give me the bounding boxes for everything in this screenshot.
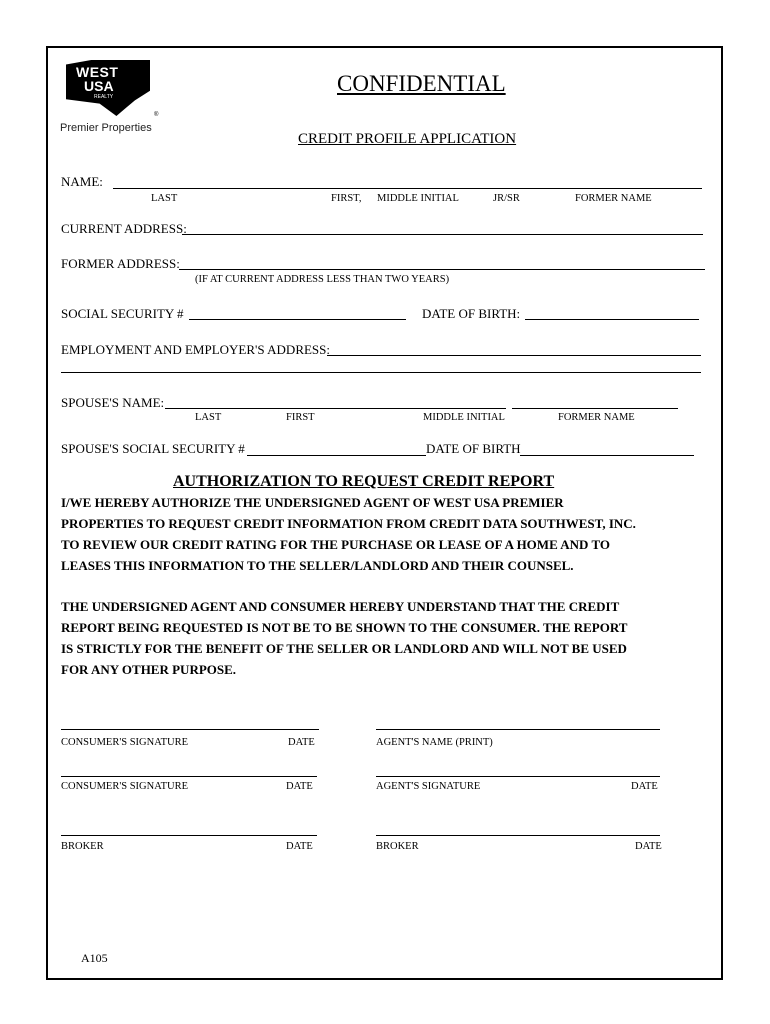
para1-line: TO REVIEW OUR CREDIT RATING FOR THE PURCHASE OR LEASE OF A HOME AND TO	[61, 537, 610, 552]
west-usa-logo	[60, 60, 162, 138]
name-former-caption: FORMER NAME	[575, 193, 652, 204]
authorization-title: AUTHORIZATION TO REQUEST CREDIT REPORT	[173, 473, 555, 490]
spouse-ssn-field[interactable]	[247, 455, 426, 456]
ssn-label: SOCIAL SECURITY #	[61, 306, 184, 321]
para2-line: REPORT BEING REQUESTED IS NOT BE TO BE SHOWN TO THE CONSUMER. THE REPORT	[61, 620, 628, 635]
logo-text-premier: Premier Properties	[60, 122, 152, 134]
consumer-signature-caption-1: CONSUMER'S SIGNATURE	[61, 737, 189, 748]
employment-field-line1[interactable]	[327, 355, 701, 356]
ssn-field[interactable]	[189, 319, 406, 320]
spouse-first-caption: FIRST	[286, 412, 315, 423]
broker-signature-line-2[interactable]	[376, 835, 660, 836]
spouse-former-name-field[interactable]	[512, 408, 678, 409]
para2-line: IS STRICTLY FOR THE BENEFIT OF THE SELLER OR LANDLORD AND WILL NOT BE USED	[61, 641, 627, 656]
para1-line: I/WE HEREBY AUTHORIZE THE UNDERSIGNED AGENT OF WEST USA PREMIER	[61, 495, 564, 510]
spouse-middle-caption: MIDDLE INITIAL	[423, 412, 505, 423]
dob-field[interactable]	[525, 319, 699, 320]
employment-label: EMPLOYMENT AND EMPLOYER'S ADDRESS:	[61, 342, 331, 357]
date-caption-5: DATE	[635, 841, 662, 852]
name-field[interactable]	[113, 188, 702, 189]
authorization-paragraph-2	[61, 599, 627, 683]
dob-label: DATE OF BIRTH:	[422, 306, 521, 321]
agent-signature-caption: AGENT'S SIGNATURE	[376, 781, 481, 792]
para1-line: LEASES THIS INFORMATION TO THE SELLER/LANDLORD AND THEIR COUNSEL.	[61, 558, 574, 573]
agent-name-print-caption: AGENT'S NAME (PRINT)	[376, 737, 493, 748]
spouse-ssn-label: SPOUSE'S SOCIAL SECURITY #	[61, 441, 245, 456]
consumer-signature-caption-2: CONSUMER'S SIGNATURE	[61, 781, 189, 792]
consumer-signature-line-1[interactable]	[61, 729, 319, 730]
former-address-label: FORMER ADDRESS:	[61, 256, 180, 271]
para2-line: FOR ANY OTHER PURPOSE.	[61, 662, 237, 677]
page-title: CONFIDENTIAL	[337, 71, 506, 96]
current-address-label: CURRENT ADDRESS:	[61, 221, 187, 236]
broker-caption-2: BROKER	[376, 841, 419, 852]
logo-text-west: WEST	[76, 64, 119, 80]
logo-text-realty: REALTY	[94, 94, 114, 100]
date-caption-2: DATE	[286, 781, 313, 792]
current-address-field[interactable]	[182, 234, 703, 235]
former-address-note: (IF AT CURRENT ADDRESS LESS THAN TWO YEARS)	[195, 274, 450, 285]
broker-signature-line-1[interactable]	[61, 835, 317, 836]
name-jrsr-caption: JR/SR	[493, 193, 520, 204]
consumer-signature-line-2[interactable]	[61, 776, 317, 777]
agent-name-print-line[interactable]	[376, 729, 660, 730]
broker-caption-1: BROKER	[61, 841, 104, 852]
name-middle-caption: MIDDLE INITIAL	[377, 193, 459, 204]
former-address-field[interactable]	[179, 269, 705, 270]
name-first-caption: FIRST,	[331, 193, 362, 204]
spouse-name-field[interactable]	[165, 408, 506, 409]
para1-line: PROPERTIES TO REQUEST CREDIT INFORMATION FROM CREDIT DATA SOUTHWEST, INC.	[61, 516, 636, 531]
logo-text-usa: USA	[84, 78, 114, 94]
agent-signature-line[interactable]	[376, 776, 660, 777]
spouse-name-label: SPOUSE'S NAME:	[61, 395, 165, 410]
form-code: A105	[81, 951, 108, 965]
authorization-paragraph-1	[61, 495, 636, 579]
spouse-last-caption: LAST	[195, 412, 222, 423]
date-caption-3: DATE	[631, 781, 658, 792]
spouse-dob-label: DATE OF BIRTH	[426, 441, 521, 456]
spouse-dob-field[interactable]	[520, 455, 694, 456]
employment-field-line2[interactable]	[61, 372, 701, 373]
spouse-former-caption: FORMER NAME	[558, 412, 635, 423]
name-label: NAME:	[61, 174, 103, 189]
date-caption-1: DATE	[288, 737, 315, 748]
form-subtitle: CREDIT PROFILE APPLICATION	[298, 131, 517, 147]
name-last-caption: LAST	[151, 193, 178, 204]
logo-registered-mark: ®	[154, 112, 159, 118]
para2-line: THE UNDERSIGNED AGENT AND CONSUMER HEREBY UNDERSTAND THAT THE CREDIT	[61, 599, 620, 614]
date-caption-4: DATE	[286, 841, 313, 852]
